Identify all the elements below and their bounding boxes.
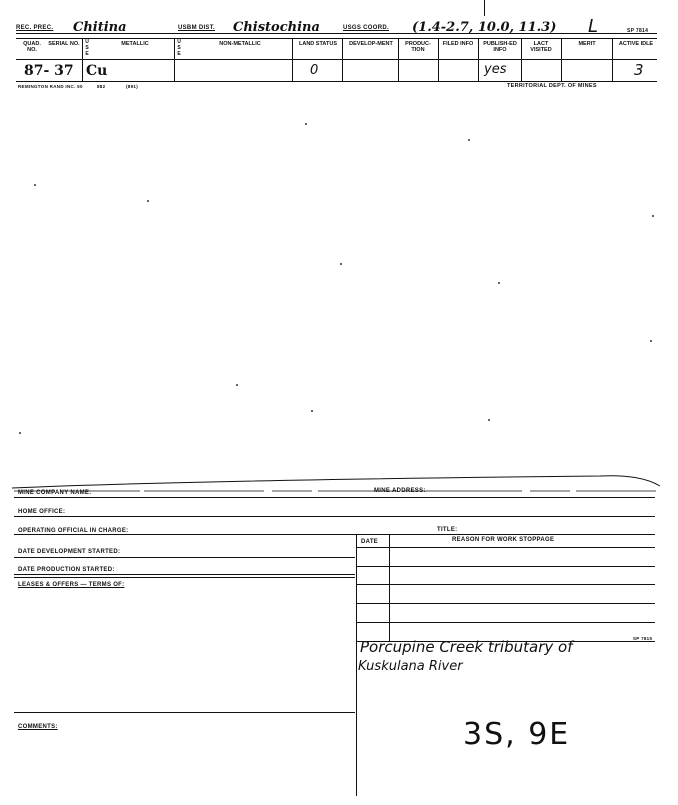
col-filed-info: FILED INFO: [442, 41, 474, 47]
col-use-1: U S E: [85, 39, 89, 57]
col-divider: [398, 38, 399, 81]
scan-speck: [19, 432, 21, 434]
stoppage-row-rule: [356, 584, 655, 585]
stoppage-header-rule: [356, 547, 655, 548]
row-metallic: Cu: [86, 63, 108, 79]
col-published-info: PUBLISH-ED INFO: [483, 41, 517, 53]
scan-speck: [498, 282, 500, 284]
footer-code-2: (891): [126, 84, 139, 89]
date-production-label: DATE PRODUCTION STARTED:: [18, 567, 115, 573]
top-card-rule-4: [16, 81, 657, 82]
note-line-1: Porcupine Creek tributary of: [360, 638, 573, 656]
stoppage-row-rule: [356, 603, 655, 604]
col-divider: [174, 38, 175, 81]
col-quad-no: QUAD. NO.: [23, 41, 41, 53]
col-non-metallic: NON-METALLIC: [219, 41, 261, 47]
scan-speck: [147, 200, 149, 202]
bottom-form-number: SP 7815: [633, 636, 653, 641]
col-merit: MERIT: [578, 41, 596, 47]
col-divider: [561, 38, 562, 81]
col-divider: [612, 38, 613, 81]
stoppage-row-rule: [356, 566, 655, 567]
col-divider: [478, 38, 479, 81]
col-use-2: U S E: [177, 39, 181, 57]
rule-operating: [14, 534, 655, 535]
row-active-idle: 3: [634, 61, 644, 79]
scan-speck: [311, 410, 313, 412]
date-development-label: DATE DEVELOPMENT STARTED:: [18, 549, 121, 555]
check-mark: L: [588, 16, 599, 37]
col-land-status: LAND STATUS: [299, 41, 337, 47]
col-last-visited: LACT VISITED: [530, 41, 552, 53]
leases-label: LEASES & OFFERS — TERMS OF:: [18, 582, 125, 588]
usbm-dist-value: Chistochina: [233, 20, 320, 35]
stoppage-reason-header: REASON FOR WORK STOPPAGE: [452, 537, 555, 543]
usgs-coord-value: (1.4-2.7, 10.0, 11.3): [412, 20, 557, 35]
col-divider: [82, 38, 83, 81]
col-active-idle: ACTIVE IDLE: [618, 41, 654, 47]
col-divider: [438, 38, 439, 81]
scan-speck: [468, 139, 470, 141]
usbm-dist-label: USBM DIST.: [178, 25, 216, 31]
home-office-label: HOME OFFICE:: [18, 509, 66, 515]
title-label: TITLE:: [437, 527, 458, 533]
scan-speck: [488, 419, 490, 421]
col-divider: [521, 38, 522, 81]
col-divider: [342, 38, 343, 81]
rec-prec-label: REC. PREC.: [16, 25, 54, 31]
note-line-2: Kuskulana River: [358, 659, 463, 674]
footer-left: REMINGTON RAND INC. 50: [18, 84, 83, 89]
top-form-number: SP 7814: [627, 28, 649, 34]
scan-speck: [340, 263, 342, 265]
row-land-status: 0: [310, 63, 319, 78]
stoppage-divider: [356, 534, 357, 796]
rule-date-dev: [14, 557, 355, 558]
stoppage-row-rule: [356, 622, 655, 623]
rule-company: [14, 497, 655, 498]
stoppage-date-header: DATE: [361, 539, 379, 545]
rule-home-office: [14, 516, 655, 517]
card-top-edge: [0, 468, 678, 498]
col-metallic: METALLIC: [121, 41, 149, 47]
row-quad-serial: 87- 37: [24, 63, 74, 79]
location-code: 3S, 9E: [463, 717, 571, 752]
mine-address-label: MINE ADDRESS:: [374, 488, 426, 494]
scan-speck: [650, 340, 652, 342]
rule-comments: [14, 712, 355, 713]
rec-prec-value: Chitina: [73, 20, 127, 35]
mine-company-label: MINE COMPANY NAME:: [18, 490, 92, 496]
col-development: DEVELOP-MENT: [349, 41, 393, 47]
stoppage-date-divider: [389, 534, 390, 642]
rule-date-prod: [14, 574, 355, 575]
operating-official-label: OPERATING OFFICIAL IN CHARGE:: [18, 528, 129, 534]
col-divider: [292, 38, 293, 81]
comments-label: COMMENTS:: [18, 724, 58, 730]
scan-speck: [236, 384, 238, 386]
col-serial-no: SERIAL NO.: [48, 41, 80, 47]
usgs-coord-label: USGS COORD.: [343, 25, 389, 31]
scan-speck: [652, 215, 654, 217]
scan-speck: [305, 123, 307, 125]
top-card-tick: [484, 0, 485, 16]
col-production: PRODUC-TION: [405, 41, 431, 53]
scan-speck: [34, 184, 36, 186]
rule-date-prod-2: [14, 577, 355, 578]
row-published-info: yes: [484, 62, 507, 77]
footer-right: TERRITORIAL DEPT. OF MINES: [507, 83, 597, 89]
footer-code: 882: [97, 84, 106, 89]
